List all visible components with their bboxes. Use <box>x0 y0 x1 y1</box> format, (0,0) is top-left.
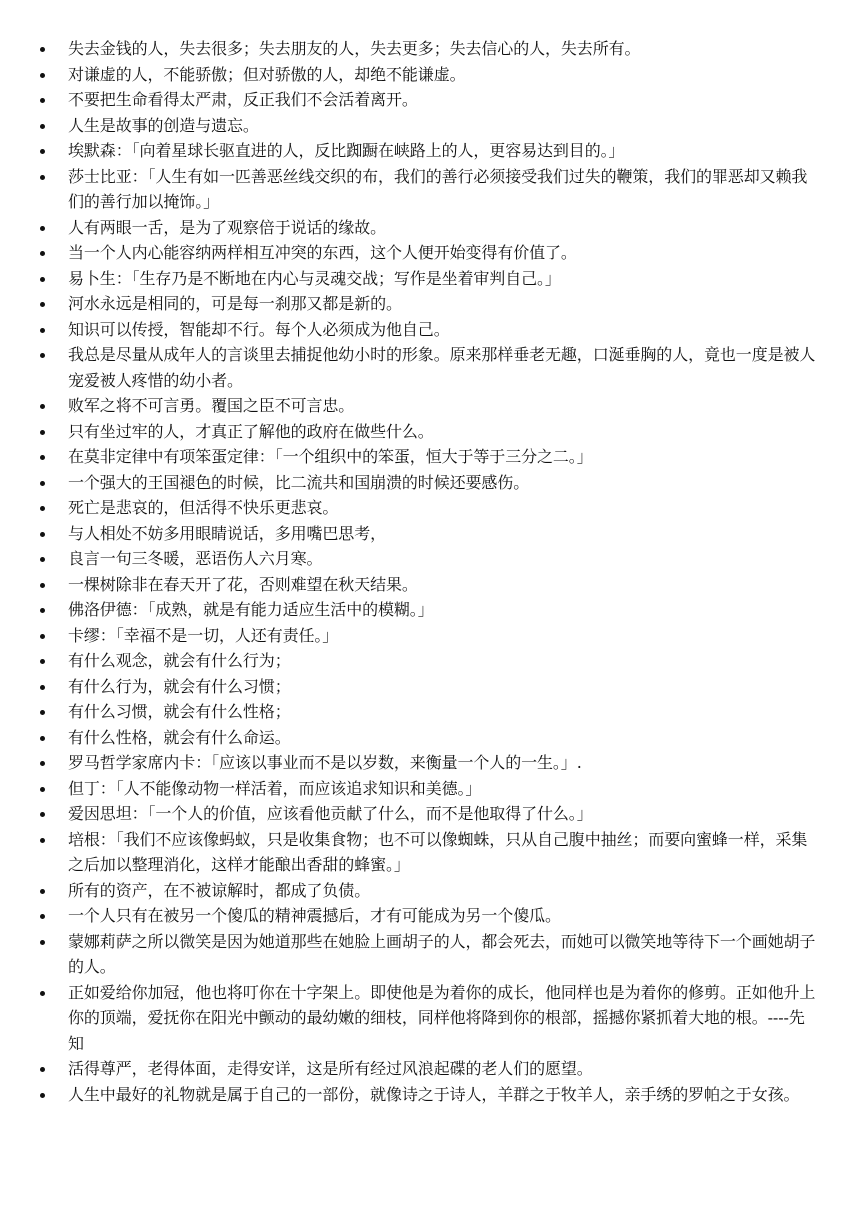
quote-list <box>0 36 860 1107</box>
bullet-icon <box>40 914 45 919</box>
quote-text: 正如爱给你加冠，他也将叮你在十字架上。即使他是为着你的成长，他同样也是为着你的修剪。正如他升上你的顶端，爱抚你在阳光中颤动的最幼嫩的细枝，同样他将降到你的根部，摇撼你紧抓着大地的根。----先知 <box>68 982 816 1053</box>
quote-item <box>0 113 860 139</box>
bullet-icon <box>40 736 45 741</box>
quote-text: 良言一句三冬暖，恶语伤人六月寒。 <box>68 549 323 568</box>
quote-item <box>0 164 860 215</box>
quote-item <box>0 980 860 1057</box>
bullet-icon <box>40 557 45 562</box>
quote-text: 有什么行为，就会有什么习惯； <box>68 676 291 696</box>
bullet-icon <box>40 506 45 511</box>
quote-text: 但丁：「人不能像动物一样活着，而应该追求知识和美德。」 <box>68 778 482 798</box>
bullet-icon <box>40 659 45 664</box>
bullet-icon <box>40 761 45 766</box>
quote-text: 只有坐过牢的人，才真正了解他的政府在做些什么。 <box>68 421 434 441</box>
quote-item <box>0 827 860 878</box>
bullet-icon <box>40 277 45 282</box>
bullet-icon <box>40 889 45 894</box>
bullet-icon <box>40 481 45 486</box>
quote-item <box>0 291 860 317</box>
quote-item <box>0 521 860 547</box>
bullet-icon <box>40 430 45 435</box>
quote-text: 罗马哲学家席内卡：「应该以事业而不是以岁数，来衡量一个人的一生。」. <box>68 753 582 772</box>
quote-item <box>0 444 860 470</box>
quote-text: 易卜生：「生存乃是不断地在内心与灵魂交战；写作是坐着审判自己。」 <box>68 268 561 288</box>
bullet-icon <box>40 634 45 639</box>
quote-text: 培根：「我们不应该像蚂蚁，只是收集食物；也不可以像蜘蛛，只从自己腹中抽丝；而要向蜜蜂一样，采集之后加以整理消化，这样才能酿出香甜的蜂蜜。」 <box>68 829 808 874</box>
quote-text: 死亡是悲哀的，但活得不快乐更悲哀。 <box>68 498 339 517</box>
bullet-icon <box>40 1093 45 1098</box>
bullet-icon <box>40 991 45 996</box>
quote-text: 一个人只有在被另一个傻瓜的精神震撼后，才有可能成为另一个傻瓜。 <box>68 906 561 925</box>
quote-text: 爱因思坦：「一个人的价值，应该看他贡献了什么，而不是他取得了什么。」 <box>68 804 593 823</box>
quote-item <box>0 495 860 521</box>
quote-item <box>0 1082 860 1108</box>
bullet-icon <box>40 787 45 792</box>
quote-item <box>0 572 860 598</box>
quote-item <box>0 470 860 496</box>
quote-item <box>0 36 860 62</box>
quote-text: 卡缪：「幸福不是一切，人还有责任。」 <box>68 625 339 645</box>
quote-item <box>0 725 860 751</box>
quote-text: 活得尊严，老得体面，走得安详，这是所有经过风浪起碟的老人们的愿望。 <box>68 1059 593 1078</box>
quote-item <box>0 674 860 700</box>
bullet-icon <box>40 940 45 945</box>
quote-item <box>0 878 860 904</box>
quote-item <box>0 1056 860 1082</box>
quote-text: 我总是尽量从成年人的言谈里去捕捉他幼小时的形象。原来那样垂老无趣，口涎垂胸的人，竟也一度是被人宠爱被人疼惜的幼小者。 <box>68 345 816 390</box>
bullet-icon <box>40 532 45 537</box>
bullet-icon <box>40 98 45 103</box>
bullet-icon <box>40 812 45 817</box>
quote-item <box>0 546 860 572</box>
quote-item <box>0 240 860 266</box>
quote-text: 对谦虚的人，不能骄傲；但对骄傲的人，却绝不能谦虚。 <box>68 64 466 84</box>
document-page <box>0 36 860 1107</box>
bullet-icon <box>40 73 45 78</box>
bullet-icon <box>40 608 45 613</box>
quote-item <box>0 648 860 674</box>
quote-text: 所有的资产，在不被谅解时，都成了负债。 <box>68 880 371 900</box>
quote-text: 失去金钱的人，失去很多；失去朋友的人，失去更多；失去信心的人，失去所有。 <box>68 39 641 58</box>
quote-text: 人有两眼一舌，是为了观察倍于说话的缘故。 <box>68 217 387 237</box>
bullet-icon <box>40 353 45 358</box>
quote-item <box>0 342 860 393</box>
bullet-icon <box>40 1067 45 1072</box>
bullet-icon <box>40 710 45 715</box>
bullet-icon <box>40 175 45 180</box>
quote-text: 有什么习惯，就会有什么性格； <box>68 702 291 721</box>
quote-item <box>0 317 860 343</box>
quote-text: 河水永远是相同的，可是每一刹那又都是新的。 <box>68 294 402 313</box>
quote-text: 在莫非定律中有项笨蛋定律：「一个组织中的笨蛋，恒大于等于三分之二。」 <box>68 447 593 466</box>
quote-text: 人生是故事的创造与遗忘。 <box>68 115 259 135</box>
quote-text: 蒙娜莉萨之所以微笑是因为她道那些在她脸上画胡子的人，都会死去，而她可以微笑地等待下一个画她胡子的人。 <box>68 931 816 976</box>
bullet-icon <box>40 124 45 129</box>
bullet-icon <box>40 328 45 333</box>
quote-text: 一棵树除非在春天开了花，否则难望在秋天结果。 <box>68 574 418 594</box>
quote-item <box>0 62 860 88</box>
quote-item <box>0 419 860 445</box>
quote-text: 有什么观念，就会有什么行为； <box>68 651 291 670</box>
quote-item <box>0 776 860 802</box>
bullet-icon <box>40 149 45 154</box>
quote-item <box>0 215 860 241</box>
quote-text: 知识可以传授，智能却不行。每个人必须成为他自己。 <box>68 319 450 339</box>
quote-item <box>0 929 860 980</box>
quote-item <box>0 801 860 827</box>
quote-text: 与人相处不妨多用眼睛说话，多用嘴巴思考， <box>68 523 387 543</box>
bullet-icon <box>40 685 45 690</box>
bullet-icon <box>40 583 45 588</box>
quote-item <box>0 266 860 292</box>
quote-text: 败军之将不可言勇。覆国之臣不可言忠。 <box>68 396 355 415</box>
quote-item <box>0 87 860 113</box>
quote-item <box>0 699 860 725</box>
bullet-icon <box>40 47 45 52</box>
quote-text: 当一个人内心能容纳两样相互冲突的东西，这个人便开始变得有价值了。 <box>68 243 577 262</box>
bullet-icon <box>40 251 45 256</box>
bullet-icon <box>40 455 45 460</box>
quote-text: 不要把生命看得太严肃，反正我们不会活着离开。 <box>68 90 418 109</box>
quote-item <box>0 623 860 649</box>
bullet-icon <box>40 838 45 843</box>
quote-text: 莎士比亚：「人生有如一匹善恶丝线交织的布，我们的善行必须接受我们过失的鞭策，我们的罪恶却又赖我们的善行加以掩饰。」 <box>68 166 808 211</box>
quote-item <box>0 597 860 623</box>
quote-item <box>0 138 860 164</box>
quote-item <box>0 750 860 776</box>
bullet-icon <box>40 226 45 231</box>
quote-text: 有什么性格，就会有什么命运。 <box>68 727 291 747</box>
quote-text: 佛洛伊德：「成熟，就是有能力适应生活中的模糊。」 <box>68 600 434 619</box>
quote-item <box>0 903 860 929</box>
bullet-icon <box>40 404 45 409</box>
quote-item <box>0 393 860 419</box>
quote-text: 埃默森：「向着星球长驱直进的人，反比踟蹰在峡路上的人，更容易达到目的。」 <box>68 141 625 160</box>
quote-text: 一个强大的王国褪色的时候，比二流共和国崩溃的时候还要感伤。 <box>68 472 530 492</box>
quote-text: 人生中最好的礼物就是属于自己的一部份，就像诗之于诗人，羊群之于牧羊人，亲手绣的罗帕之于女孩。 <box>68 1084 800 1104</box>
bullet-icon <box>40 302 45 307</box>
